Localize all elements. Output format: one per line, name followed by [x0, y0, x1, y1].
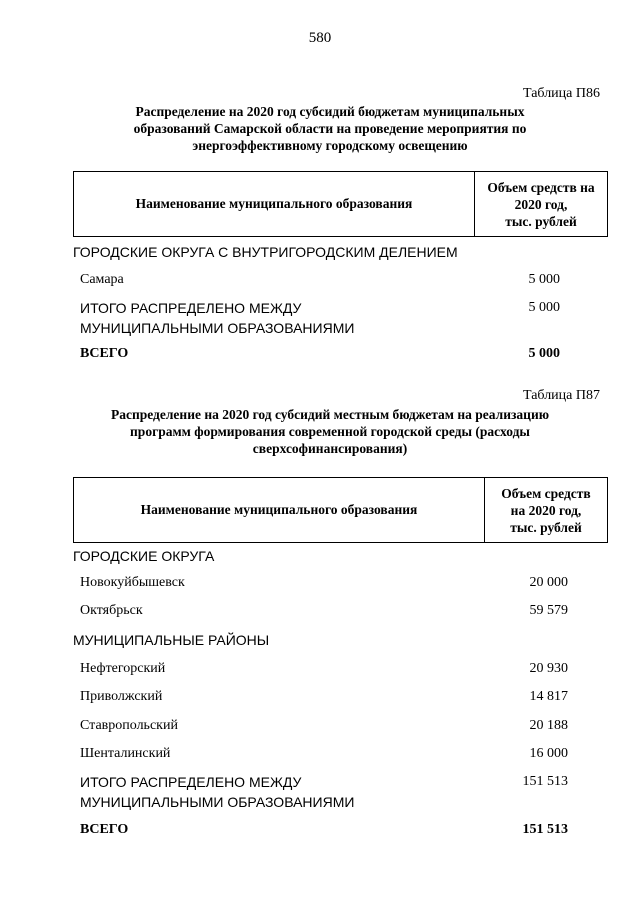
table-p86-label: Таблица П86 — [523, 86, 600, 101]
total-value: 5 000 — [528, 300, 560, 315]
page-number: 580 — [308, 30, 332, 46]
section-heading: МУНИЦИПАЛЬНЫЕ РАЙОНЫ — [73, 632, 270, 648]
table-row-name: Ставропольский — [80, 718, 178, 733]
section-heading: ГОРОДСКИЕ ОКРУГА — [73, 548, 215, 564]
grand-total-value: 5 000 — [528, 346, 560, 361]
total-label: ИТОГО РАСПРЕДЕЛЕНО МЕЖДУ МУНИЦИПАЛЬНЫМИ ОБРАЗОВАНИЯМИ — [80, 300, 355, 336]
header-name-column: Наименование муниципального образования — [74, 478, 485, 542]
section-heading: ГОРОДСКИЕ ОКРУГА С ВНУТРИГОРОДСКИМ ДЕЛЕНИЕМ — [73, 244, 458, 260]
table-p87-caption: Распределение на 2020 год субсидий местным бюджетам на реализацию программ формирования современной городской среды (расходы сверхсофинансирования) — [110, 407, 550, 456]
table-row-value: 14 817 — [529, 689, 568, 704]
table-row-value: 5 000 — [528, 272, 560, 287]
header-name-column: Наименование муниципального образования — [74, 172, 475, 236]
table-p87-header — [73, 477, 608, 543]
grand-total-label: ВСЕГО — [80, 346, 129, 361]
table-row-name: Приволжский — [80, 689, 163, 704]
grand-total-label: ВСЕГО — [80, 822, 129, 837]
table-row-value: 20 930 — [529, 661, 568, 676]
total-value: 151 513 — [522, 774, 568, 789]
header-value-column: Объем средств на 2020 год, тыс. рублей — [487, 179, 595, 229]
total-label: ИТОГО РАСПРЕДЕЛЕНО МЕЖДУ МУНИЦИПАЛЬНЫМИ ОБРАЗОВАНИЯМИ — [80, 774, 355, 810]
table-row-value: 20 188 — [529, 718, 568, 733]
table-row-name: Нефтегорский — [80, 661, 166, 676]
table-p86-header — [73, 171, 608, 237]
table-row-name: Октябрьск — [80, 603, 143, 618]
table-p86-caption: Распределение на 2020 год субсидий бюджетам муниципальных образований Самарской области на проведение мероприятия по энергоэффективному городскому освещению — [133, 104, 527, 153]
header-value-column: Объем средств на 2020 год, тыс. рублей — [501, 485, 591, 535]
table-row-value: 16 000 — [529, 746, 568, 761]
table-row-name: Новокуйбышевск — [80, 575, 185, 590]
table-p87-label: Таблица П87 — [523, 388, 600, 403]
grand-total-value: 151 513 — [522, 822, 568, 837]
table-row-value: 59 579 — [529, 603, 568, 618]
table-row-name: Шенталинский — [80, 746, 171, 761]
table-row-name: Самара — [80, 272, 124, 287]
table-row-value: 20 000 — [529, 575, 568, 590]
